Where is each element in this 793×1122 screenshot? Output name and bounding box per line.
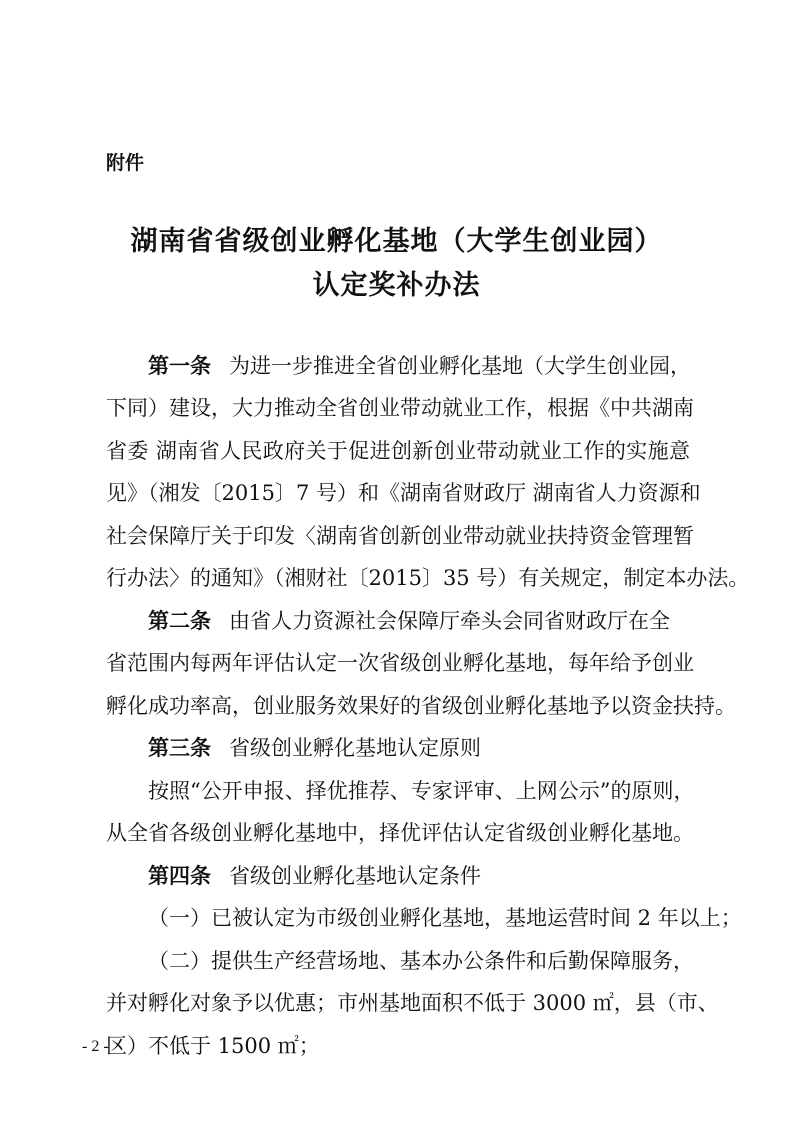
article-2-first-line bbox=[148, 607, 670, 635]
article-1-line-3: 省委 湖南省人民政府关于促进创新创业带动就业工作的实施意 bbox=[106, 439, 690, 463]
article-4-text-1: 省级创业孵化基地认定条件 bbox=[229, 864, 481, 888]
article-4-item-2-line-2: 并对孵化对象予以优惠；市州基地面积不低于 3000 ㎡，县（市、 bbox=[106, 991, 719, 1015]
article-3-line-3: 从全省各级创业孵化基地中，择优评估认定省级创业孵化基地。 bbox=[106, 821, 694, 845]
article-1-line-4: 见》（湘发〔2015〕7 号）和《湖南省财政厅 湖南省人力资源和 bbox=[106, 481, 701, 505]
article-4-item-1: （一）已被认定为市级创业孵化基地，基地运营时间 2 年以上； bbox=[148, 906, 742, 930]
article-3-line-2: 按照“公开申报、择优推荐、专家评审、上网公示”的原则， bbox=[148, 779, 695, 803]
page-number: - 2 - bbox=[82, 1038, 109, 1055]
article-2-text-1: 由省人力资源社会保障厅牵头会同省财政厅在全 bbox=[229, 609, 670, 633]
article-2-line-3: 孵化成功率高，创业服务效果好的省级创业孵化基地予以资金扶持。 bbox=[106, 694, 736, 718]
article-1-line-2: 下同）建设，大力推动全省创业带动就业工作，根据《中共湖南 bbox=[106, 396, 694, 420]
article-4-item-2-line-3: 区）不低于 1500 ㎡； bbox=[106, 1034, 320, 1058]
article-1-line-5: 社会保障厅关于印发〈湖南省创新创业带动就业扶持资金管理暂 bbox=[106, 524, 694, 548]
article-2-heading: 第二条 bbox=[148, 609, 211, 633]
article-4-heading: 第四条 bbox=[148, 864, 211, 888]
article-2-line-2: 省范围内每两年评估认定一次省级创业孵化基地，每年给予创业 bbox=[106, 651, 694, 675]
article-4-item-2-line-1: （二）提供生产经营场地、基本办公条件和后勤保障服务， bbox=[148, 949, 694, 973]
article-1-text-1: 为进一步推进全省创业孵化基地（大学生创业园， bbox=[229, 354, 691, 378]
article-1-first-line bbox=[148, 352, 691, 380]
document-title-line-2: 认定奖补办法 bbox=[312, 270, 481, 301]
article-1-heading: 第一条 bbox=[148, 354, 211, 378]
attachment-label: 附件 bbox=[106, 152, 145, 174]
article-3-first-line bbox=[148, 734, 481, 762]
article-3-heading: 第三条 bbox=[148, 736, 211, 760]
article-3-text-1: 省级创业孵化基地认定原则 bbox=[229, 736, 481, 760]
article-4-first-line bbox=[148, 862, 481, 890]
document-title-line-1: 湖南省省级创业孵化基地（大学生创业园） bbox=[130, 226, 663, 257]
article-1-line-6: 行办法〉的通知》（湘财社〔2015〕35 号）有关规定，制定本办法。 bbox=[106, 566, 750, 590]
